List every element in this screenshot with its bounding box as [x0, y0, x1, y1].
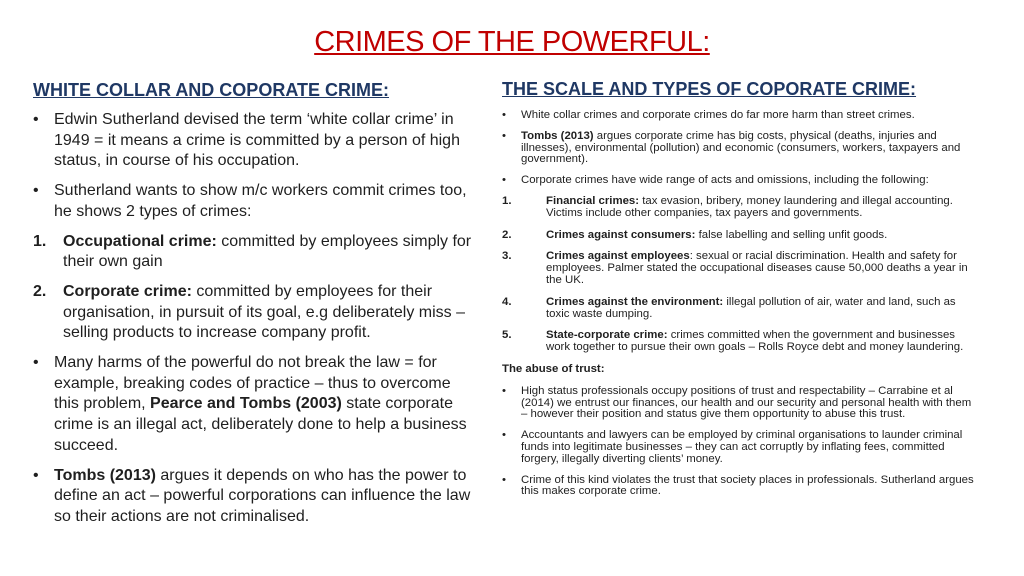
- bullet-icon: •: [502, 109, 506, 121]
- bullet-item: [33, 110, 473, 172]
- item-text: committed by employees for their organisation, in pursuit of its goal, e.g deliberately miss – selling products to increase company profit.: [63, 282, 465, 342]
- numbered-item: [33, 232, 473, 273]
- item-term: Crimes against the environment:: [546, 295, 724, 308]
- bullet-text: argues it depends on who has the power to define an act – powerful corporations can influence the law so their actions are not criminalised.: [54, 466, 471, 525]
- item-term: Crimes against employees: [546, 250, 690, 263]
- page-title: CRIMES OF THE POWERFUL:: [314, 26, 710, 58]
- bullet-text: Many harms of the powerful do not break the law = for example, breaking codes of practice – thus to overcome this problem,: [54, 354, 451, 413]
- bullet-item: [33, 353, 473, 457]
- bullet-icon: •: [502, 384, 506, 397]
- item-term: Financial crimes:: [546, 194, 640, 207]
- item-term: Occupational crime:: [63, 232, 217, 250]
- bullet-item: [33, 466, 473, 528]
- bullet-text: High status professionals occupy positions of trust and respectability – Carrabine et al (2014) we entrust our finances, our health and our security and personal health with them – however their position and status give them opportunity to abuse this trust.: [521, 384, 972, 421]
- item-term: Corporate crime:: [63, 282, 192, 300]
- item-number: 3.: [502, 250, 512, 263]
- bullet-item: [33, 181, 473, 222]
- left-heading: WHITE COLLAR AND COPORATE CRIME:: [33, 80, 389, 100]
- bullet-item: [502, 475, 978, 499]
- numbered-item: [502, 330, 978, 354]
- bullet-icon: •: [33, 354, 39, 372]
- right-heading: THE SCALE AND TYPES OF COPORATE CRIME:: [502, 79, 917, 99]
- numbered-item: [33, 282, 473, 344]
- bullet-item: [502, 430, 978, 465]
- bullet-icon: •: [502, 429, 506, 442]
- item-number: 2.: [33, 282, 47, 300]
- bullet-text: Corporate crimes have wide range of acts and omissions, including the following:: [521, 174, 929, 187]
- item-text: tax evasion, bribery, money laundering and illegal accounting. Victims include other companies, tax payers and governments.: [546, 194, 953, 219]
- bullet-item: [502, 386, 978, 421]
- item-text: crimes committed when the government and businesses work together to pursue their own goals – Rolls Royce debt and money laundering.: [546, 329, 964, 354]
- citation: Pearce and Tombs (2003): [150, 395, 342, 413]
- left-column: [33, 80, 473, 537]
- bullet-text: Crime of this kind violates the trust that society places in professionals. Sutherland argues this makes corporate crime.: [521, 473, 974, 498]
- item-term: Crimes against consumers:: [546, 228, 696, 241]
- bullet-text: argues corporate crime has big costs, physical (deaths, injuries and illnesses), environmental (pollution) and economic (consumers, workers, taxpayers and government).: [521, 129, 961, 166]
- citation: Tombs (2013): [521, 129, 594, 142]
- item-text: committed by employees simply for their own gain: [63, 232, 472, 271]
- bullet-item: [502, 110, 978, 122]
- numbered-item: [502, 297, 978, 321]
- bullet-item: [502, 131, 978, 166]
- item-number: 1.: [502, 194, 512, 207]
- numbered-item: [502, 196, 978, 220]
- numbered-item: [502, 251, 978, 286]
- citation: Tombs (2013): [54, 466, 156, 484]
- abuse-of-trust-heading: The abuse of trust:: [502, 362, 605, 375]
- bullet-icon: •: [502, 174, 506, 187]
- bullet-icon: •: [33, 182, 39, 200]
- item-number: 2.: [502, 228, 512, 241]
- item-term: State-corporate crime:: [546, 329, 668, 342]
- bullet-text: Accountants and lawyers can be employed by criminal organisations to launder criminal funds into legitimate businesses – they can act corruptly by inflating fees, committed forgery, illegally diverting clients’ money.: [521, 429, 963, 465]
- bullet-icon: •: [33, 111, 39, 128]
- bullet-icon: •: [33, 466, 39, 484]
- item-number: 4.: [502, 295, 512, 308]
- bullet-text: state corporate crime is an illegal act, deliberately done to help a business succeed.: [54, 395, 467, 454]
- bullet-icon: •: [502, 129, 506, 142]
- item-text: : sexual or racial discrimination. Health and safety for employees. Palmer stated the occupational diseases cause 50,000 deaths a year in the UK.: [546, 250, 968, 286]
- bullet-icon: •: [502, 473, 506, 486]
- item-number: 5.: [502, 329, 512, 342]
- right-column: [502, 79, 978, 507]
- item-text: false labelling and selling unfit goods.: [695, 228, 888, 241]
- bullet-text: Sutherland wants to show m/c workers commit crimes too, he shows 2 types of crimes:: [54, 182, 467, 220]
- item-text: illegal pollution of air, water and land, such as toxic waste dumping.: [546, 295, 956, 320]
- item-number: 1.: [33, 232, 47, 250]
- bullet-text: White collar crimes and corporate crimes do far more harm than street crimes.: [521, 109, 915, 121]
- bullet-text: Edwin Sutherland devised the term ‘white collar crime’ in 1949 = it means a crime is committed by a person of high status, in course of his occupation.: [54, 111, 460, 170]
- bullet-item: [502, 175, 978, 187]
- numbered-item: [502, 230, 978, 242]
